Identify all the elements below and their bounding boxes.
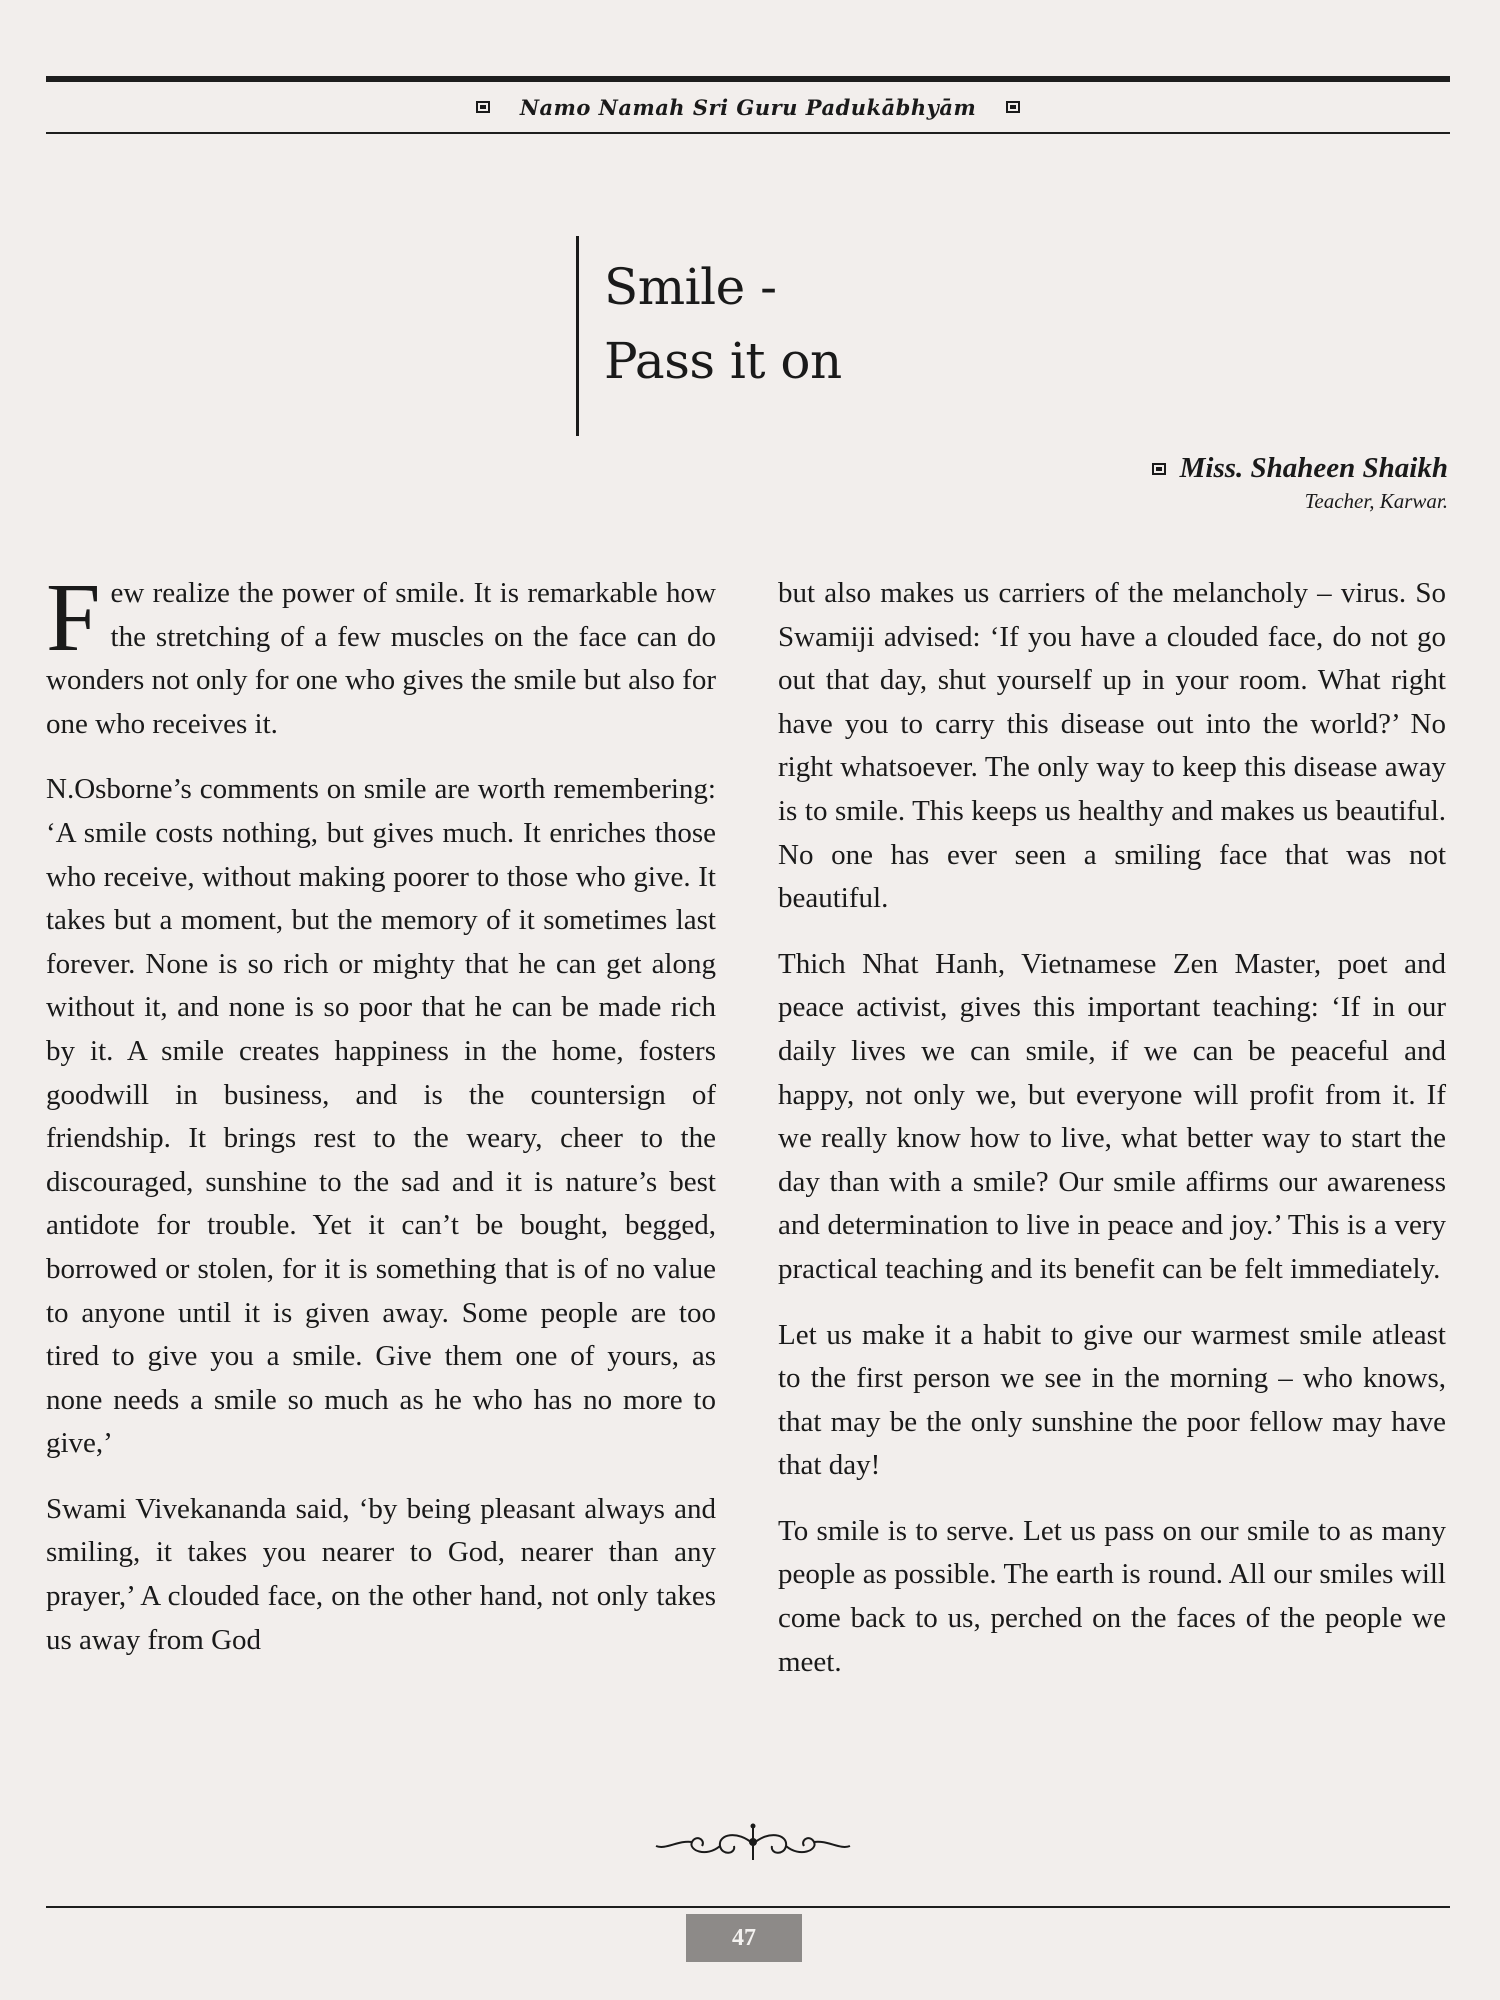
page-number: 47: [686, 1914, 802, 1962]
header-title: Namo Namah Sri Guru Padukābhyām: [519, 94, 977, 120]
paragraph: but also makes us carriers of the melancholy – virus. So Swamiji advised: ‘If you have a clouded face, do not go out that day, shut yourself up in your room. What right have you to carry this disease out into the world?’ No right whatsoever. The only way to keep this disease away is to smile. This keeps us healthy and makes us beautiful. No one has ever seen a smiling face that was not beautiful.: [778, 577, 1446, 915]
floral-ornament-icon: [648, 1820, 858, 1866]
title-divider: [576, 236, 579, 436]
running-header: [46, 88, 1450, 126]
author-name: Miss. Shaheen Shaikh: [1179, 452, 1448, 484]
paragraph: Few realize the power of smile. It is remarkable how the stretching of a few muscles on the face can do wonders not only for one who gives the smile but also for one who receives it.: [46, 564, 716, 740]
article-title-line1: Smile -: [604, 258, 777, 316]
paragraph: To smile is to serve. Let us pass on our smile to as many people as possible. The earth is round. All our smiles will come back to us, perched on the faces of the people we meet.: [778, 1514, 1446, 1678]
header-rule-thick: [46, 76, 1450, 82]
author-block: [1152, 452, 1448, 514]
left-column: [46, 564, 716, 1684]
footer-rule: [46, 1906, 1450, 1908]
paragraph: Swami Vivekananda said, ‘by being pleasant always and smiling, it takes you nearer to God, nearer than any prayer,’ A clouded face, on the other hand, not only takes us away from God: [46, 1492, 716, 1656]
square-bullet-icon: [1006, 101, 1020, 113]
article-title-line2: Pass it on: [604, 332, 842, 390]
square-bullet-icon: [1152, 463, 1166, 475]
right-column: [778, 572, 1446, 1706]
square-bullet-icon: [476, 101, 490, 113]
author-role: Teacher, Karwar.: [1304, 489, 1448, 513]
article-title-block: [576, 236, 996, 436]
drop-cap: F: [46, 564, 101, 672]
header-rule-thin: [46, 132, 1450, 134]
paragraph: Let us make it a habit to give our warmest smile atleast to the first person we see in the morning – who knows, that may be the only sunshine the poor fellow may have that day!: [778, 1318, 1446, 1482]
paragraph: Thich Nhat Hanh, Vietnamese Zen Master, poet and peace activist, gives this important teaching: ‘If in our daily lives we can smile, if we can be peaceful and happy, not only we, but everyone will profit from it. If we really know how to live, what better way to start the day than with a smile? Our smile affirms our awareness and determination to live in peace and joy.’ This is a very practical teaching and its benefit can be felt immediately.: [778, 947, 1446, 1285]
paragraph: N.Osborne’s comments on smile are worth remembering: ‘A smile costs nothing, but gives much. It enriches those who receive, without making poorer to those who give. It takes but a moment, but the memory of it sometimes last forever. None is so rich or mighty that he can get along without it, and none is so poor that he can be made rich by it. A smile creates happiness in the home, fosters goodwill in business, and is the countersign of friendship. It brings rest to the weary, cheer to the discouraged, sunshine to the sad and it is nature’s best antidote for trouble. Yet it can’t be bought, begged, borrowed or stolen, for it is something that is of no value to anyone until it is given away. Some people are too tired to give you a smile. Give them one of yours, as none needs a smile so much as he who has no more to give,’: [46, 773, 716, 1460]
